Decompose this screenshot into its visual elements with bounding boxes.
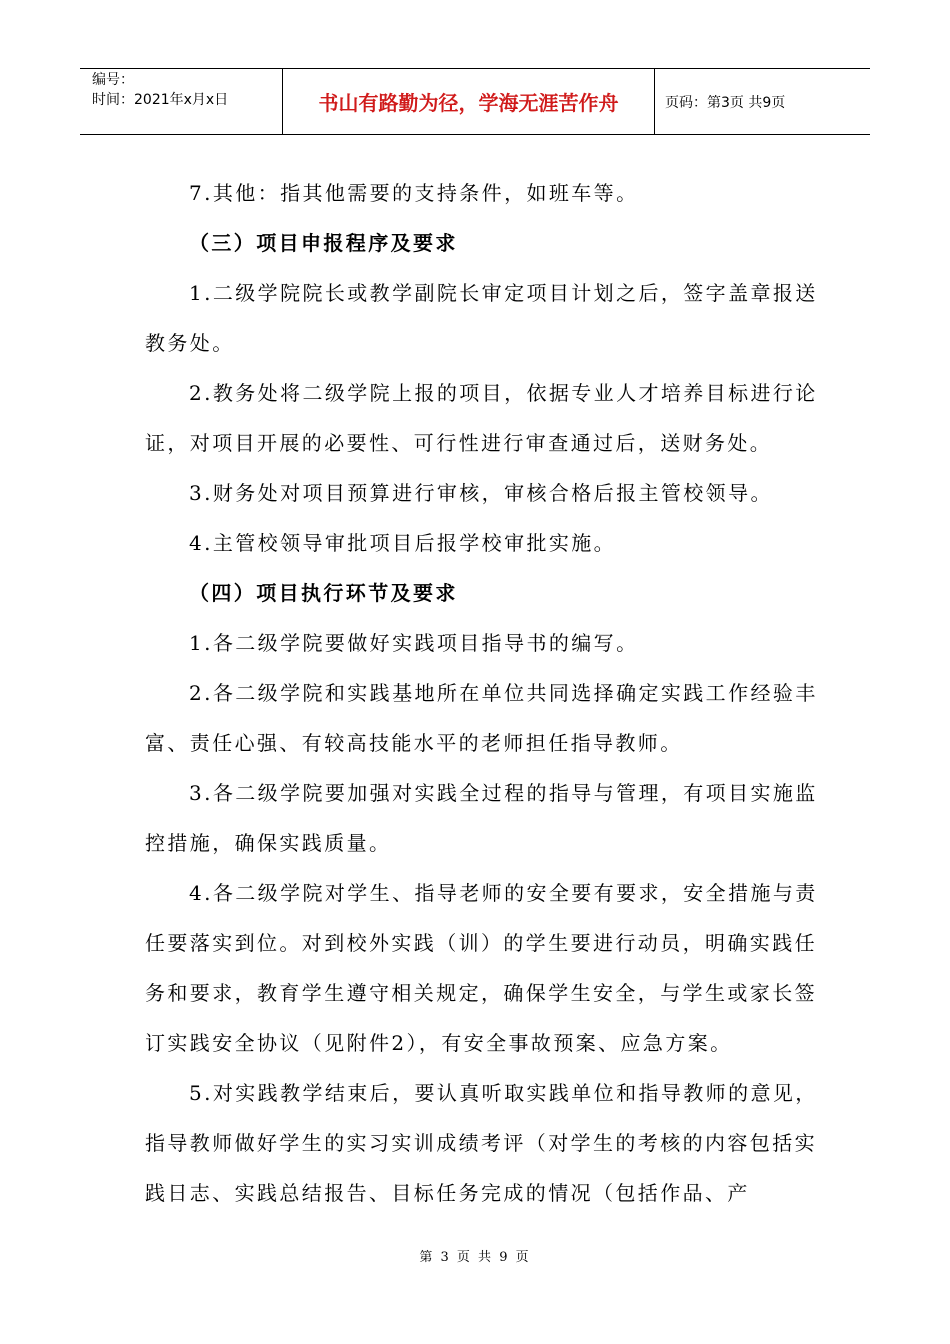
page-footer: 第 3 页 共 9 页 xyxy=(419,1250,531,1265)
section-heading-application: （三）项目申报程序及要求 xyxy=(189,231,458,255)
paragraph-execution-5: 5.对实践教学结束后，要认真听取实践单位和指导教师的意见，指导教师做好学生的实习实训成绩考评（对学生的考核的内容包括实践日志、实践总结报告、目标任务完成的情况（包括作品、产 xyxy=(145,1081,818,1205)
document-number-label: 编号： xyxy=(92,72,134,88)
document-date-label: 时间：2021年x月x日 xyxy=(92,92,229,108)
paragraph-execution-3: 3.各二级学院要加强对实践全过程的指导与管理，有项目实施监控措施，确保实践质量。 xyxy=(145,781,818,855)
paragraph-application-1: 1.二级学院院长或教学副院长审定项目计划之后，签字盖章报送教务处。 xyxy=(145,281,818,355)
document-body xyxy=(145,168,825,1218)
header-page-info: 页码：第3页 共9页 xyxy=(665,94,786,111)
paragraph-execution-1: 1.各二级学院要做好实践项目指导书的编写。 xyxy=(189,631,639,655)
header-motto: 书山有路勤为径，学海无涯苦作舟 xyxy=(283,69,655,134)
paragraph-execution-2: 2.各二级学院和实践基地所在单位共同选择确定实践工作经验丰富、责任心强、有较高技能水平的老师担任指导教师。 xyxy=(145,681,818,755)
header-meta-cell xyxy=(80,69,283,134)
paragraph-application-2: 2.教务处将二级学院上报的项目，依据专业人才培养目标进行论证，对项目开展的必要性、可行性进行审查通过后，送财务处。 xyxy=(145,381,818,455)
paragraph-application-4: 4.主管校领导审批项目后报学校审批实施。 xyxy=(189,531,617,555)
page-header xyxy=(80,68,870,135)
paragraph-application-3: 3.财务处对项目预算进行审核，审核合格后报主管校领导。 xyxy=(189,481,773,505)
section-heading-execution: （四）项目执行环节及要求 xyxy=(189,581,458,605)
paragraph-other-conditions: 7.其他：指其他需要的支持条件，如班车等。 xyxy=(189,181,639,205)
paragraph-execution-4: 4.各二级学院对学生、指导老师的安全要有要求，安全措施与责任要落实到位。对到校外实践（训）的学生要进行动员，明确实践任务和要求，教育学生遵守相关规定，确保学生安全，与学生或家长签订实践安全协议（见附件2），有安全事故预案、应急方案。 xyxy=(145,881,818,1055)
